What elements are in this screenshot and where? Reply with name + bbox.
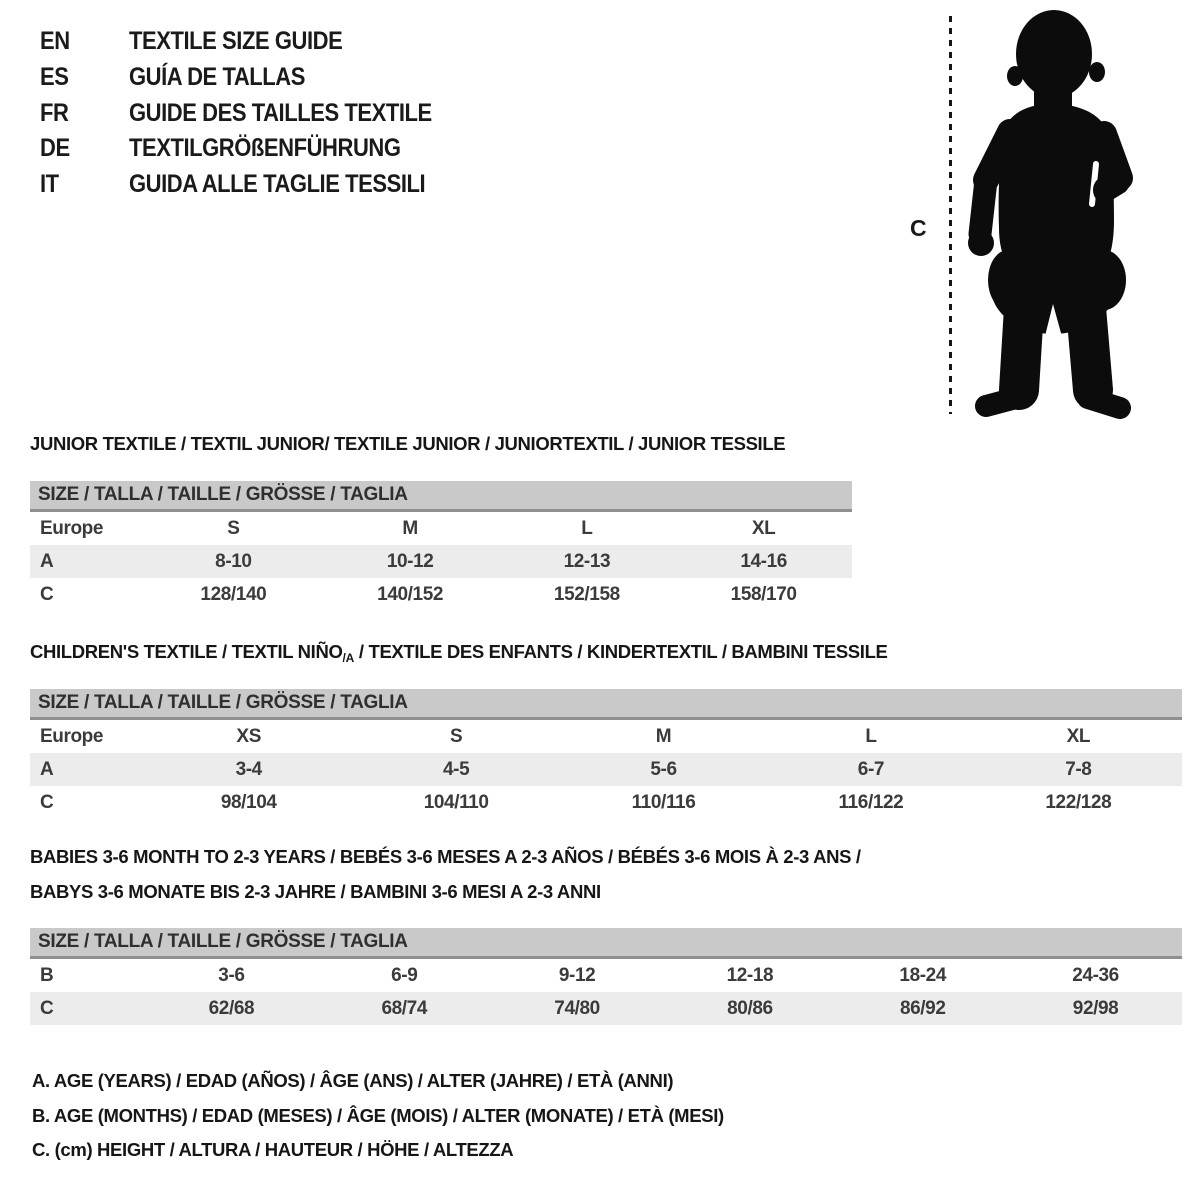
value-cell: 5-6 bbox=[650, 758, 677, 780]
value-cell: 68/74 bbox=[381, 997, 428, 1019]
junior-section-heading: JUNIOR TEXTILE / TEXTIL JUNIOR/ TEXTILE JUNIOR / JUNIORTEXTIL / JUNIOR TESSILE bbox=[30, 433, 786, 454]
language-row bbox=[40, 167, 473, 203]
value-cell: 6-9 bbox=[391, 964, 418, 986]
value-cell: 98/104 bbox=[220, 791, 277, 813]
value-cell: 86/92 bbox=[899, 997, 946, 1019]
value-cell: 74/80 bbox=[554, 997, 600, 1019]
row-label-cell: A bbox=[40, 758, 54, 780]
measure-legend bbox=[32, 1064, 724, 1168]
row-label-cell: C bbox=[40, 997, 54, 1019]
language-title: GUÍA DE TALLAS bbox=[129, 63, 305, 92]
size-column-cell: XS bbox=[236, 725, 261, 747]
language-code: DE bbox=[40, 134, 70, 163]
size-column-cell: S bbox=[449, 725, 463, 747]
children-heading-sub: /A bbox=[342, 651, 355, 665]
size-column-cell: M bbox=[655, 725, 672, 747]
language-row bbox=[40, 60, 473, 96]
value-cell: 12-13 bbox=[563, 550, 611, 572]
size-column-cell: L bbox=[581, 517, 593, 539]
row-label-cell: Europe bbox=[40, 517, 104, 539]
language-row bbox=[40, 95, 473, 131]
value-cell: 3-4 bbox=[235, 758, 262, 780]
table-row-age bbox=[30, 545, 852, 578]
value-cell: 24-36 bbox=[1072, 964, 1119, 986]
size-column-cell: M bbox=[402, 517, 418, 539]
row-label-cell: C bbox=[40, 791, 54, 813]
row-label-cell: Europe bbox=[40, 725, 104, 747]
value-cell: 92/98 bbox=[1072, 997, 1119, 1019]
language-code: IT bbox=[40, 170, 59, 199]
language-code: FR bbox=[40, 98, 69, 127]
row-label-cell: A bbox=[40, 550, 54, 572]
value-cell: 62/68 bbox=[208, 997, 255, 1019]
measure-label-c: C bbox=[910, 215, 927, 241]
size-header-bar: SIZE / TALLA / TAILLE / GRÖSSE / TAGLIA bbox=[30, 689, 1182, 720]
value-cell: 10-12 bbox=[386, 550, 434, 572]
table-row-age-months bbox=[30, 959, 1182, 992]
babies-size-table bbox=[30, 928, 1182, 1025]
size-columns-row bbox=[30, 512, 852, 545]
value-cell: 8-10 bbox=[215, 550, 252, 572]
size-header-bar: SIZE / TALLA / TAILLE / GRÖSSE / TAGLIA bbox=[30, 481, 852, 512]
row-label-cell: C bbox=[40, 583, 54, 605]
table-row-height bbox=[30, 992, 1182, 1025]
table-row-height bbox=[30, 578, 852, 611]
legend-line-b: B. AGE (MONTHS) / EDAD (MESES) / ÂGE (MOIS) / ALTER (MONATE) / ETÀ (MESI) bbox=[32, 1104, 724, 1126]
value-cell: 116/122 bbox=[838, 791, 904, 813]
value-cell: 110/116 bbox=[631, 791, 696, 813]
value-cell: 3-6 bbox=[218, 964, 245, 986]
size-columns-row bbox=[30, 720, 1182, 753]
language-title: TEXTILGRÖßENFÜHRUNG bbox=[129, 134, 401, 163]
table-row-age bbox=[30, 753, 1182, 786]
language-title: GUIDE DES TAILLES TEXTILE bbox=[129, 98, 432, 127]
value-cell: 80/86 bbox=[727, 997, 773, 1019]
language-title: GUIDA ALLE TAGLIE TESSILI bbox=[129, 170, 426, 199]
children-heading-post: / TEXTILE DES ENFANTS / KINDERTEXTIL / BAMBINI TESSILE bbox=[354, 641, 888, 662]
junior-size-table bbox=[30, 481, 852, 611]
value-cell: 152/158 bbox=[553, 583, 620, 605]
children-section-heading bbox=[30, 641, 888, 665]
language-code: ES bbox=[40, 63, 69, 92]
size-column-cell: XL bbox=[751, 517, 776, 539]
language-title-list bbox=[40, 24, 473, 202]
size-column-cell: S bbox=[227, 517, 240, 539]
toddler-silhouette-icon bbox=[956, 8, 1148, 420]
size-header-bar: SIZE / TALLA / TAILLE / GRÖSSE / TAGLIA bbox=[30, 928, 1182, 959]
value-cell: 140/152 bbox=[377, 583, 444, 605]
value-cell: 18-24 bbox=[899, 964, 947, 986]
babies-section-heading-line2: BABYS 3-6 MONATE BIS 2-3 JAHRE / BAMBINI 3-6 MESI A 2-3 ANNI bbox=[30, 881, 601, 902]
size-column-cell: XL bbox=[1066, 725, 1091, 747]
children-size-table bbox=[30, 689, 1182, 819]
size-column-cell: L bbox=[865, 725, 877, 747]
legend-line-a: A. AGE (YEARS) / EDAD (AÑOS) / ÂGE (ANS) / ALTER (JAHRE) / ETÀ (ANNI) bbox=[32, 1070, 674, 1092]
value-cell: 4-5 bbox=[442, 758, 470, 780]
value-cell: 122/128 bbox=[1045, 791, 1112, 813]
height-measure-dashed-line bbox=[949, 16, 952, 414]
table-row-height bbox=[30, 786, 1182, 819]
value-cell: 128/140 bbox=[200, 583, 267, 605]
row-label-cell: B bbox=[40, 964, 54, 986]
value-cell: 12-18 bbox=[726, 964, 774, 986]
value-cell: 158/170 bbox=[730, 583, 797, 605]
legend-line-c: C. (cm) HEIGHT / ALTURA / HAUTEUR / HÖHE / ALTEZZA bbox=[32, 1139, 514, 1161]
language-code: EN bbox=[40, 27, 70, 56]
language-row bbox=[40, 24, 473, 60]
babies-section-heading-line1: BABIES 3-6 MONTH TO 2-3 YEARS / BEBÉS 3-6 MESES A 2-3 AÑOS / BÉBÉS 3-6 MOIS À 2-3 ANS / bbox=[30, 846, 861, 867]
value-cell: 7-8 bbox=[1065, 758, 1092, 780]
value-cell: 14-16 bbox=[740, 550, 787, 572]
value-cell: 9-12 bbox=[558, 964, 596, 986]
value-cell: 6-7 bbox=[857, 758, 885, 780]
value-cell: 104/110 bbox=[423, 791, 489, 813]
language-row bbox=[40, 131, 473, 167]
language-title: TEXTILE SIZE GUIDE bbox=[129, 27, 343, 56]
children-heading-pre: CHILDREN'S TEXTILE / TEXTIL NIÑO bbox=[30, 641, 343, 662]
